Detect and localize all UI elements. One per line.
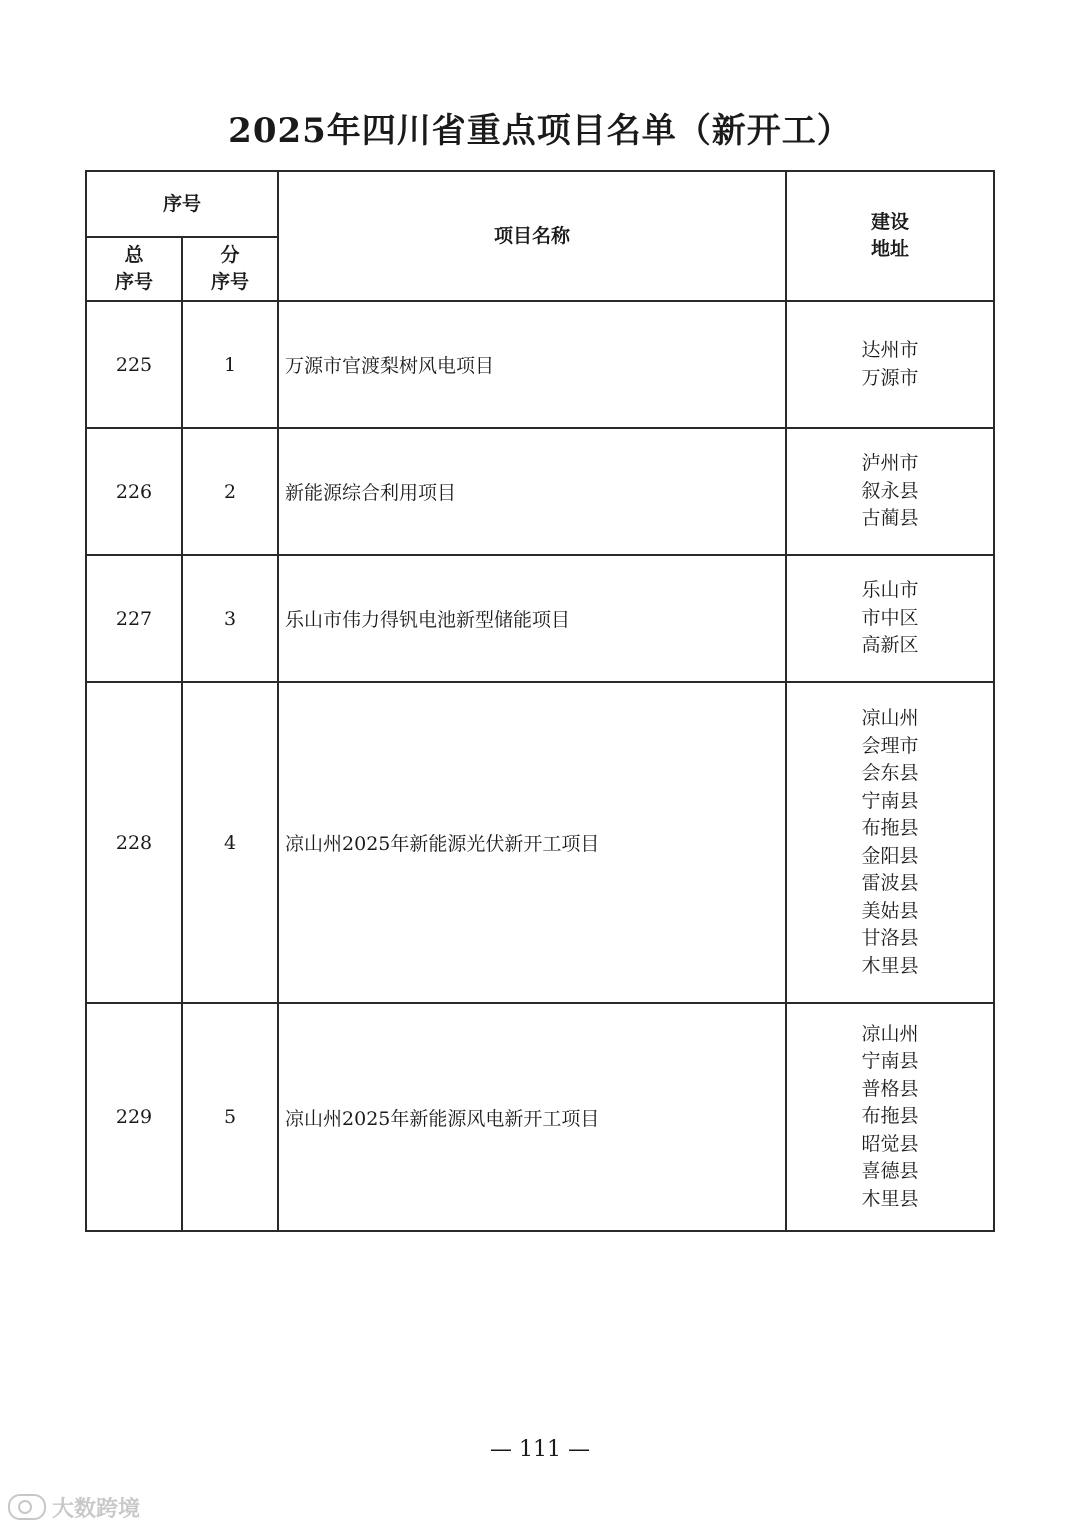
location-item: 凉山州 [861, 707, 919, 729]
location-item: 昭觉县 [861, 1132, 919, 1155]
location-item: 木里县 [861, 1187, 919, 1210]
project-name-cell: 新能源综合利用项目 [278, 428, 786, 555]
sub-seq-cell: 1 [182, 301, 278, 428]
watermark [8, 1491, 140, 1523]
location-item: 雷波县 [861, 872, 919, 894]
watermark-text: 大数跨境 [52, 1496, 141, 1522]
table-row [86, 555, 994, 682]
sub-seq-cell: 3 [182, 555, 278, 682]
header-seq: 序号 [86, 171, 278, 237]
location-item: 叙永县 [861, 479, 919, 502]
sub-seq-cell: 5 [182, 1003, 278, 1231]
location-item: 凉山州 [861, 1022, 919, 1045]
location-item: 高新区 [861, 634, 919, 657]
header-project-name: 项目名称 [278, 171, 786, 301]
location-item: 布拖县 [861, 1105, 919, 1128]
logo-icon [8, 1494, 46, 1520]
location-cell [786, 428, 994, 555]
table-row [86, 428, 994, 555]
location-cell [786, 555, 994, 682]
location-item: 普格县 [861, 1077, 919, 1100]
location-item: 会东县 [861, 762, 919, 784]
sub-seq-cell: 4 [182, 682, 278, 1003]
location-item: 木里县 [861, 954, 919, 977]
total-seq-cell: 228 [86, 682, 182, 1003]
location-item: 乐山市 [861, 579, 919, 602]
page-title: 2025年四川省重点项目名单（新开工） [228, 111, 852, 151]
location-cell [786, 682, 994, 1003]
sub-seq-cell: 2 [182, 428, 278, 555]
location-item: 金阳县 [861, 844, 919, 867]
total-seq-cell: 226 [86, 428, 182, 555]
header-total-seq: 总 序号 [86, 237, 182, 301]
header-location: 建设 地址 [786, 171, 994, 301]
table-row [86, 682, 994, 1003]
location-item: 达州市 [861, 339, 919, 361]
location-item: 甘洛县 [861, 927, 919, 949]
location-item: 宁南县 [861, 1050, 919, 1073]
location-item: 万源市 [861, 366, 919, 389]
table-row [86, 1003, 994, 1231]
location-item: 宁南县 [861, 789, 919, 812]
project-name-cell: 万源市官渡梨树风电项目 [278, 301, 786, 428]
location-item: 泸州市 [861, 452, 919, 475]
header-sub-seq: 分 序号 [182, 237, 278, 301]
project-name-cell: 乐山市伟力得钒电池新型储能项目 [278, 555, 786, 682]
location-cell [786, 1003, 994, 1231]
project-table [85, 170, 995, 1232]
total-seq-cell: 229 [86, 1003, 182, 1231]
project-name-cell: 凉山州2025年新能源风电新开工项目 [278, 1003, 786, 1231]
project-name-cell: 凉山州2025年新能源光伏新开工项目 [278, 682, 786, 1003]
location-item: 喜德县 [861, 1160, 919, 1183]
total-seq-cell: 227 [86, 555, 182, 682]
page-number: — 111 — [490, 1437, 590, 1462]
location-item: 会理市 [861, 734, 919, 757]
table-row [86, 301, 994, 428]
location-item: 布拖县 [861, 817, 919, 839]
location-item: 古蔺县 [861, 507, 919, 530]
total-seq-cell: 225 [86, 301, 182, 428]
location-item: 市中区 [861, 606, 919, 629]
location-cell [786, 301, 994, 428]
location-item: 美姑县 [861, 899, 919, 922]
